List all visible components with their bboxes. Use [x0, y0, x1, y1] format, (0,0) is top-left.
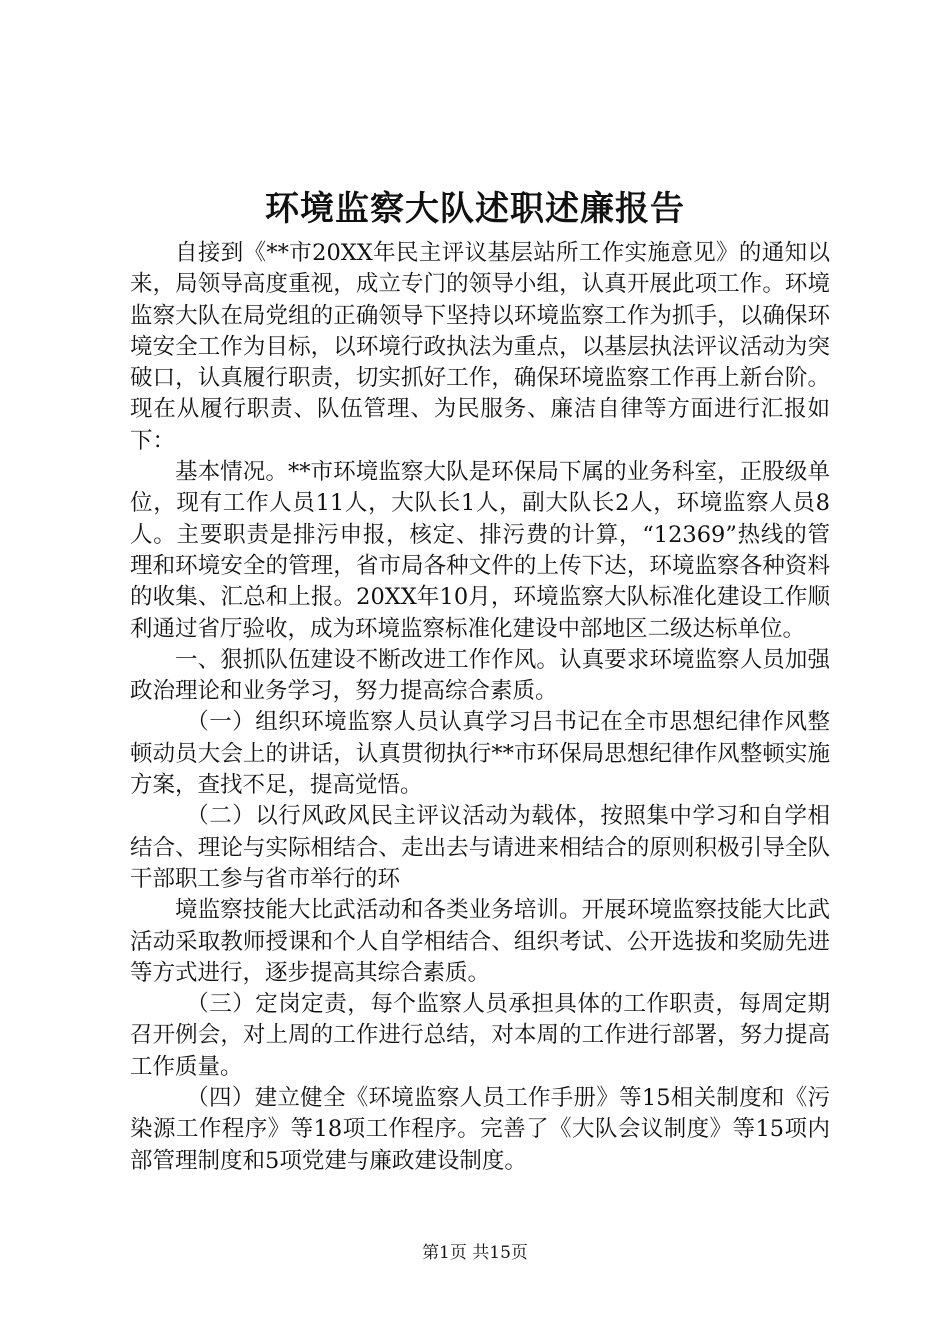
paragraph-basic-info: 基本情况。**市环境监察大队是环保局下属的业务科室，正股级单位，现有工作人员11人，大队长1人，副大队长2人，环境监察人员8人。主要职责是排污申报，核定、排污费的计算，“12369”热线的管理和环境安全的管理，省市局各种文件的上传下达，环境监察各种资料的收集、汇总和上报。20XX年10月，环境监察大队标准化建设工作顺利通过省厅验收，成为环境监察标准化建设中部地区二级达标单位。: [130, 459, 830, 642]
paragraph-item-4: （四）建立健全《环境监察人员工作手册》等15相关制度和《污染源工作程序》等18项工作程序。完善了《大队会议制度》等15项内部管理制度和5项党建与廉政建设制度。: [130, 1085, 830, 1174]
paragraph-intro: 自接到《**市20XX年民主评议基层站所工作实施意见》的通知以来，局领导高度重视，成立专门的领导小组，认真开展此项工作。环境监察大队在局党组的正确领导下坚持以环境监察工作为抓手，以确保环境安全工作为目标，以环境行政执法为重点，以基层执法评议活动为突破口，认真履行职责，切实抓好工作，确保环境监察工作再上新台阶。现在从履行职责、队伍管理、为民服务、廉洁自律等方面进行汇报如下：: [130, 240, 830, 454]
paragraph-item-2: （二）以行风政风民主评议活动为载体，按照集中学习和自学相结合、理论与实际相结合、走出去与请进来相结合的原则积极引导全队干部职工参与省市举行的环: [130, 803, 830, 892]
paragraph-item-2-continued: 境监察技能大比武活动和各类业务培训。开展环境监察技能大比武活动采取教师授课和个人自学相结合、组织考试、公开选拔和奖励先进等方式进行，逐步提高其综合素质。: [130, 897, 830, 986]
paragraph-item-1: （一）组织环境监察人员认真学习吕书记在全市思想纪律作风整顿动员大会上的讲话，认真贯彻执行**市环保局思想纪律作风整顿实施方案，查找不足，提高觉悟。: [130, 709, 830, 799]
paragraph-section-1: 一、狠抓队伍建设不断改进工作作风。认真要求环境监察人员加强政治理论和业务学习，努力提高综合素质。: [130, 646, 830, 705]
page-title: 环境监察大队述职述廉报告: [265, 189, 685, 229]
paragraph-item-3: （三）定岗定责，每个监察人员承担具体的工作职责，每周定期召开例会，对上周的工作进行总结，对本周的工作进行部署，努力提高工作质量。: [130, 991, 830, 1080]
document-body: [130, 238, 830, 1177]
page-number: 第1页 共15页: [422, 1243, 528, 1263]
